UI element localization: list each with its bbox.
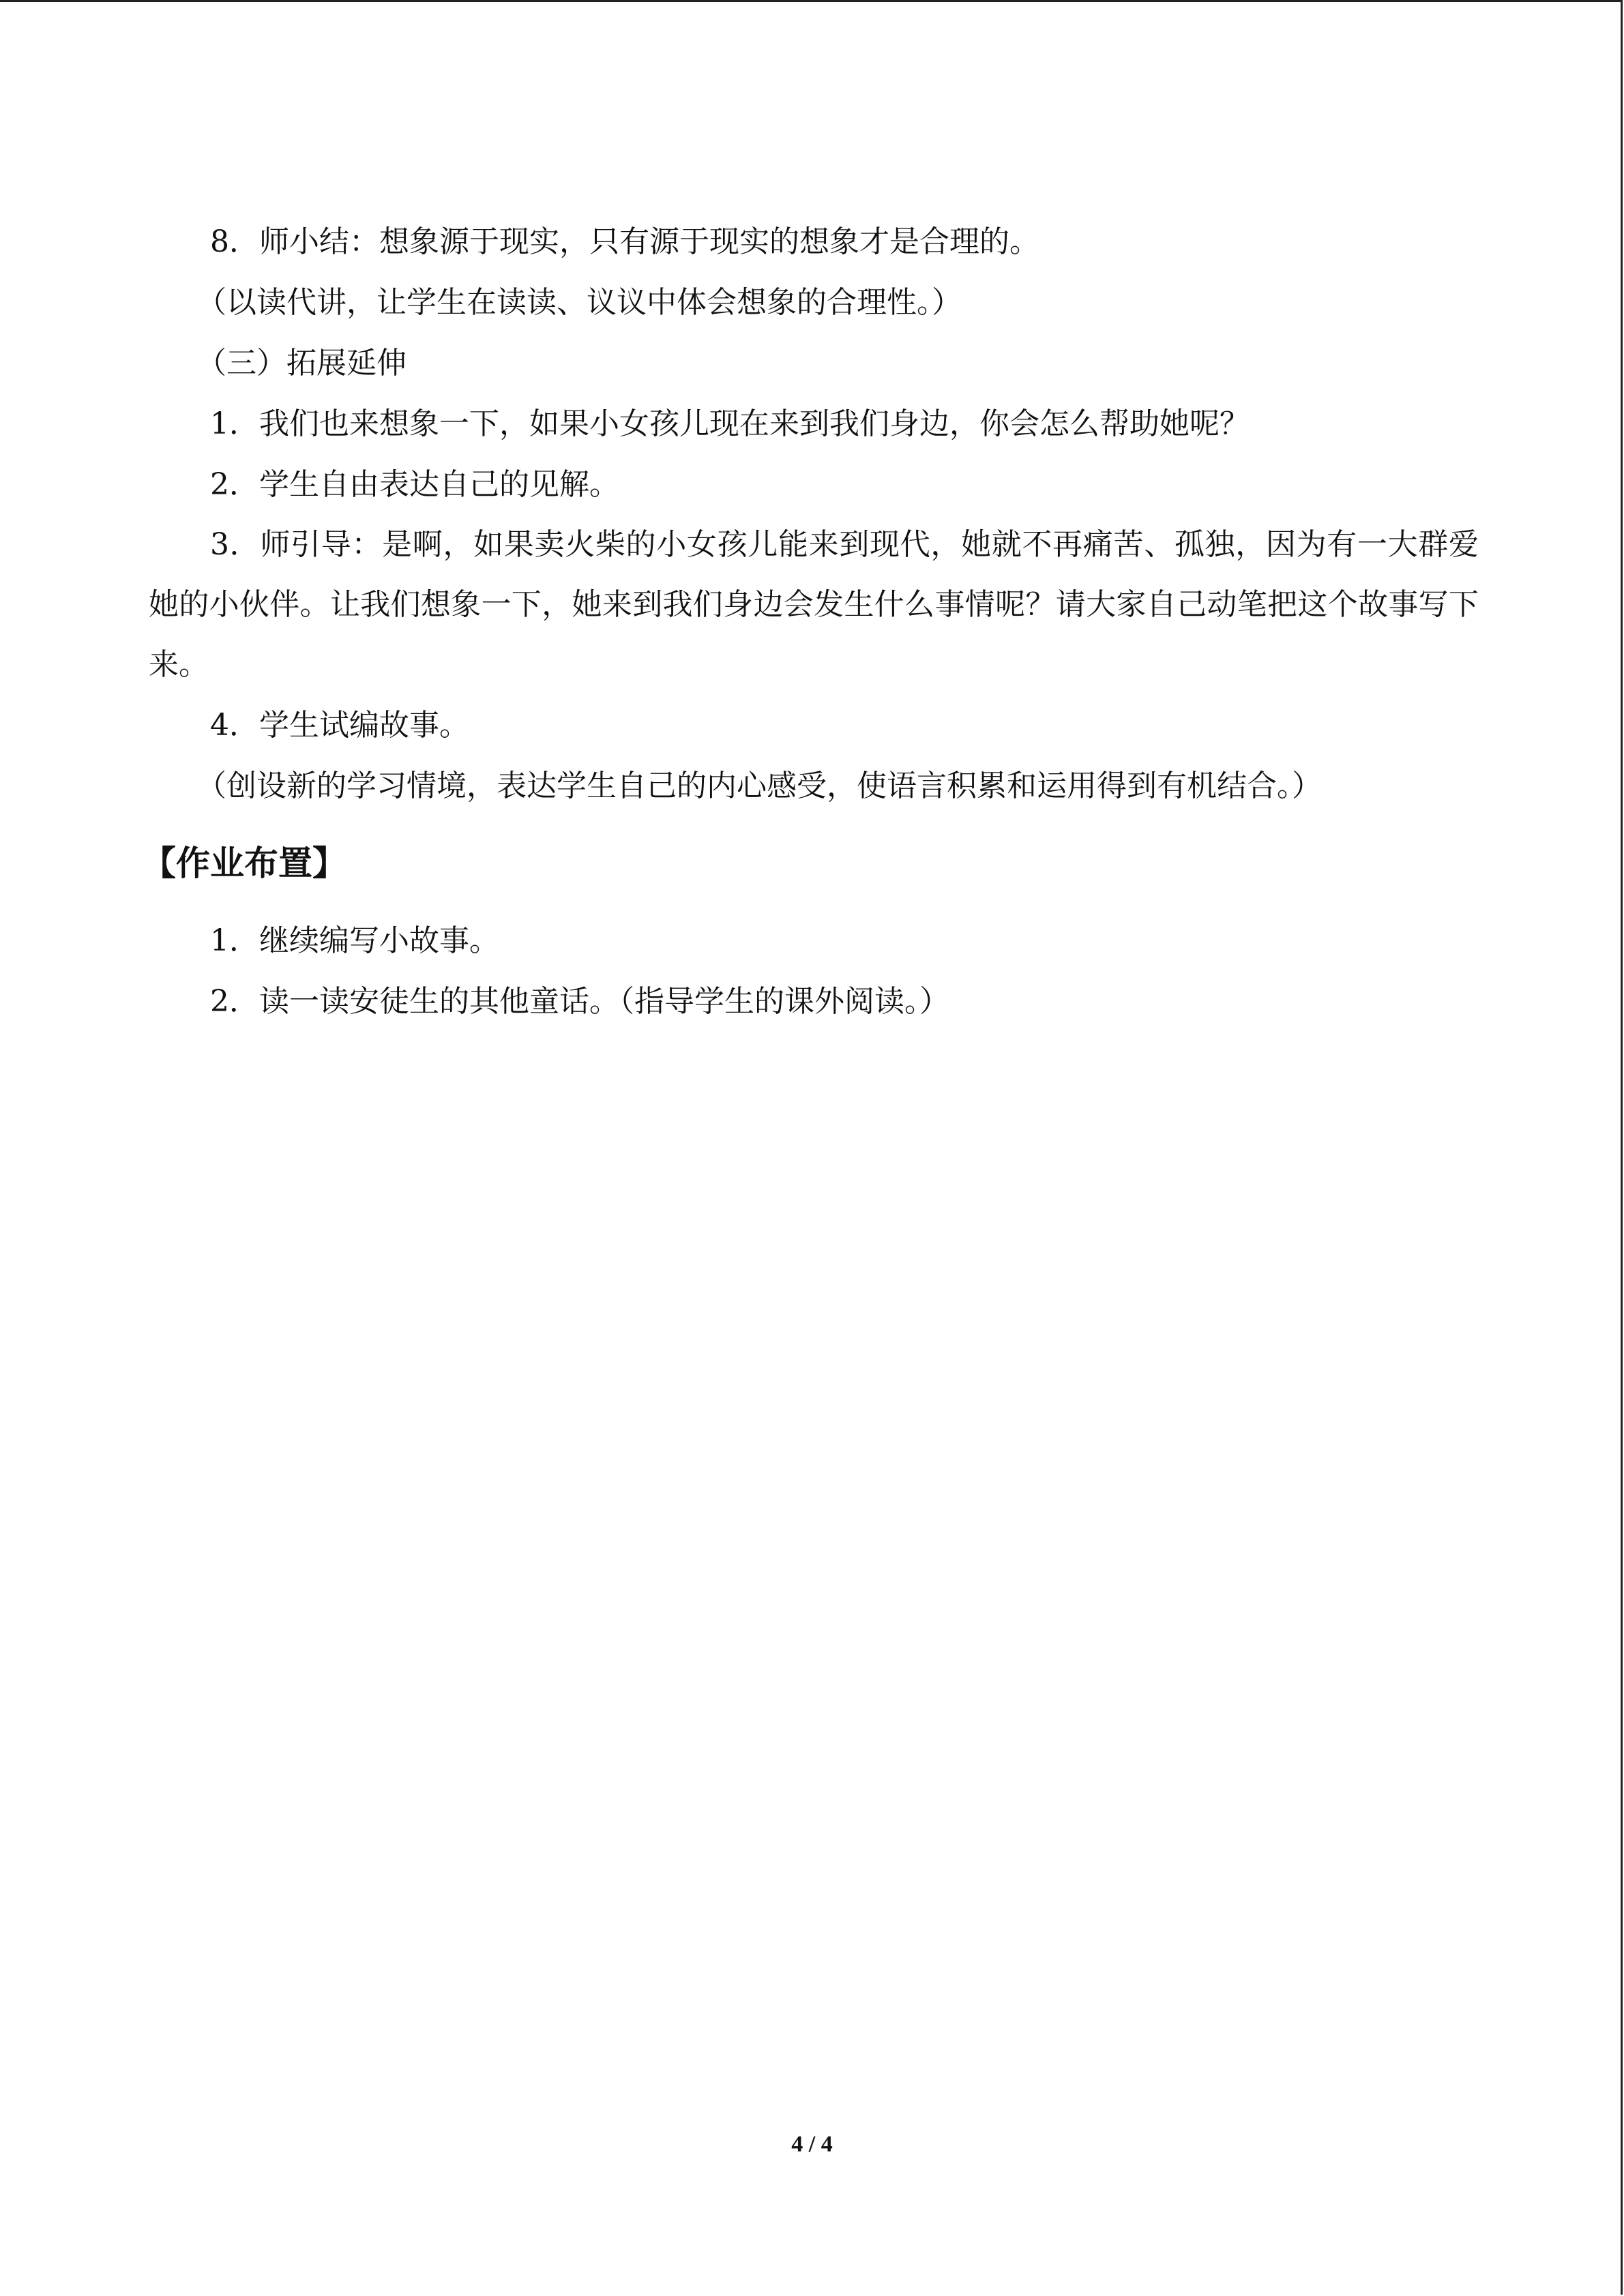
paragraph-note-reading: （以读代讲，让学生在读读、议议中体会想象的合理性。） — [196, 285, 962, 320]
paragraph-item-2: 2．学生自由表达自己的见解。 — [210, 467, 619, 502]
document-body — [142, 211, 1479, 1032]
paragraph-note-situation: （创设新的学习情境，表达学生自己的内心感受，使语言积累和运用得到有机结合。） — [196, 769, 1322, 803]
paragraph-item-1: 1．我们也来想象一下，如果小女孩儿现在来到我们身边，你会怎么帮助她呢？ — [210, 406, 1250, 441]
page-number: 4 / 4 — [791, 2132, 833, 2157]
paragraph-item-3: 3．师引导：是啊，如果卖火柴的小女孩儿能来到现代，她就不再痛苦、孤独，因为有一大群爱她的小伙伴。让我们想象一下，她来到我们身边会发生什么事情呢？请大家自己动笔把这个故事写下来。 — [149, 527, 1479, 682]
homework-heading: 【作业布置】 — [142, 844, 346, 883]
homework-item-2: 2．读一读安徒生的其他童话。（指导学生的课外阅读。） — [210, 984, 949, 1019]
paragraph-item-4: 4．学生试编故事。 — [210, 708, 469, 743]
paragraph-teacher-summary: 8．师小结：想象源于现实，只有源于现实的想象才是合理的。 — [210, 224, 1039, 259]
subsection-heading-extension: （三）拓展延伸 — [196, 346, 407, 381]
homework-item-1: 1．继续编写小故事。 — [210, 923, 499, 958]
